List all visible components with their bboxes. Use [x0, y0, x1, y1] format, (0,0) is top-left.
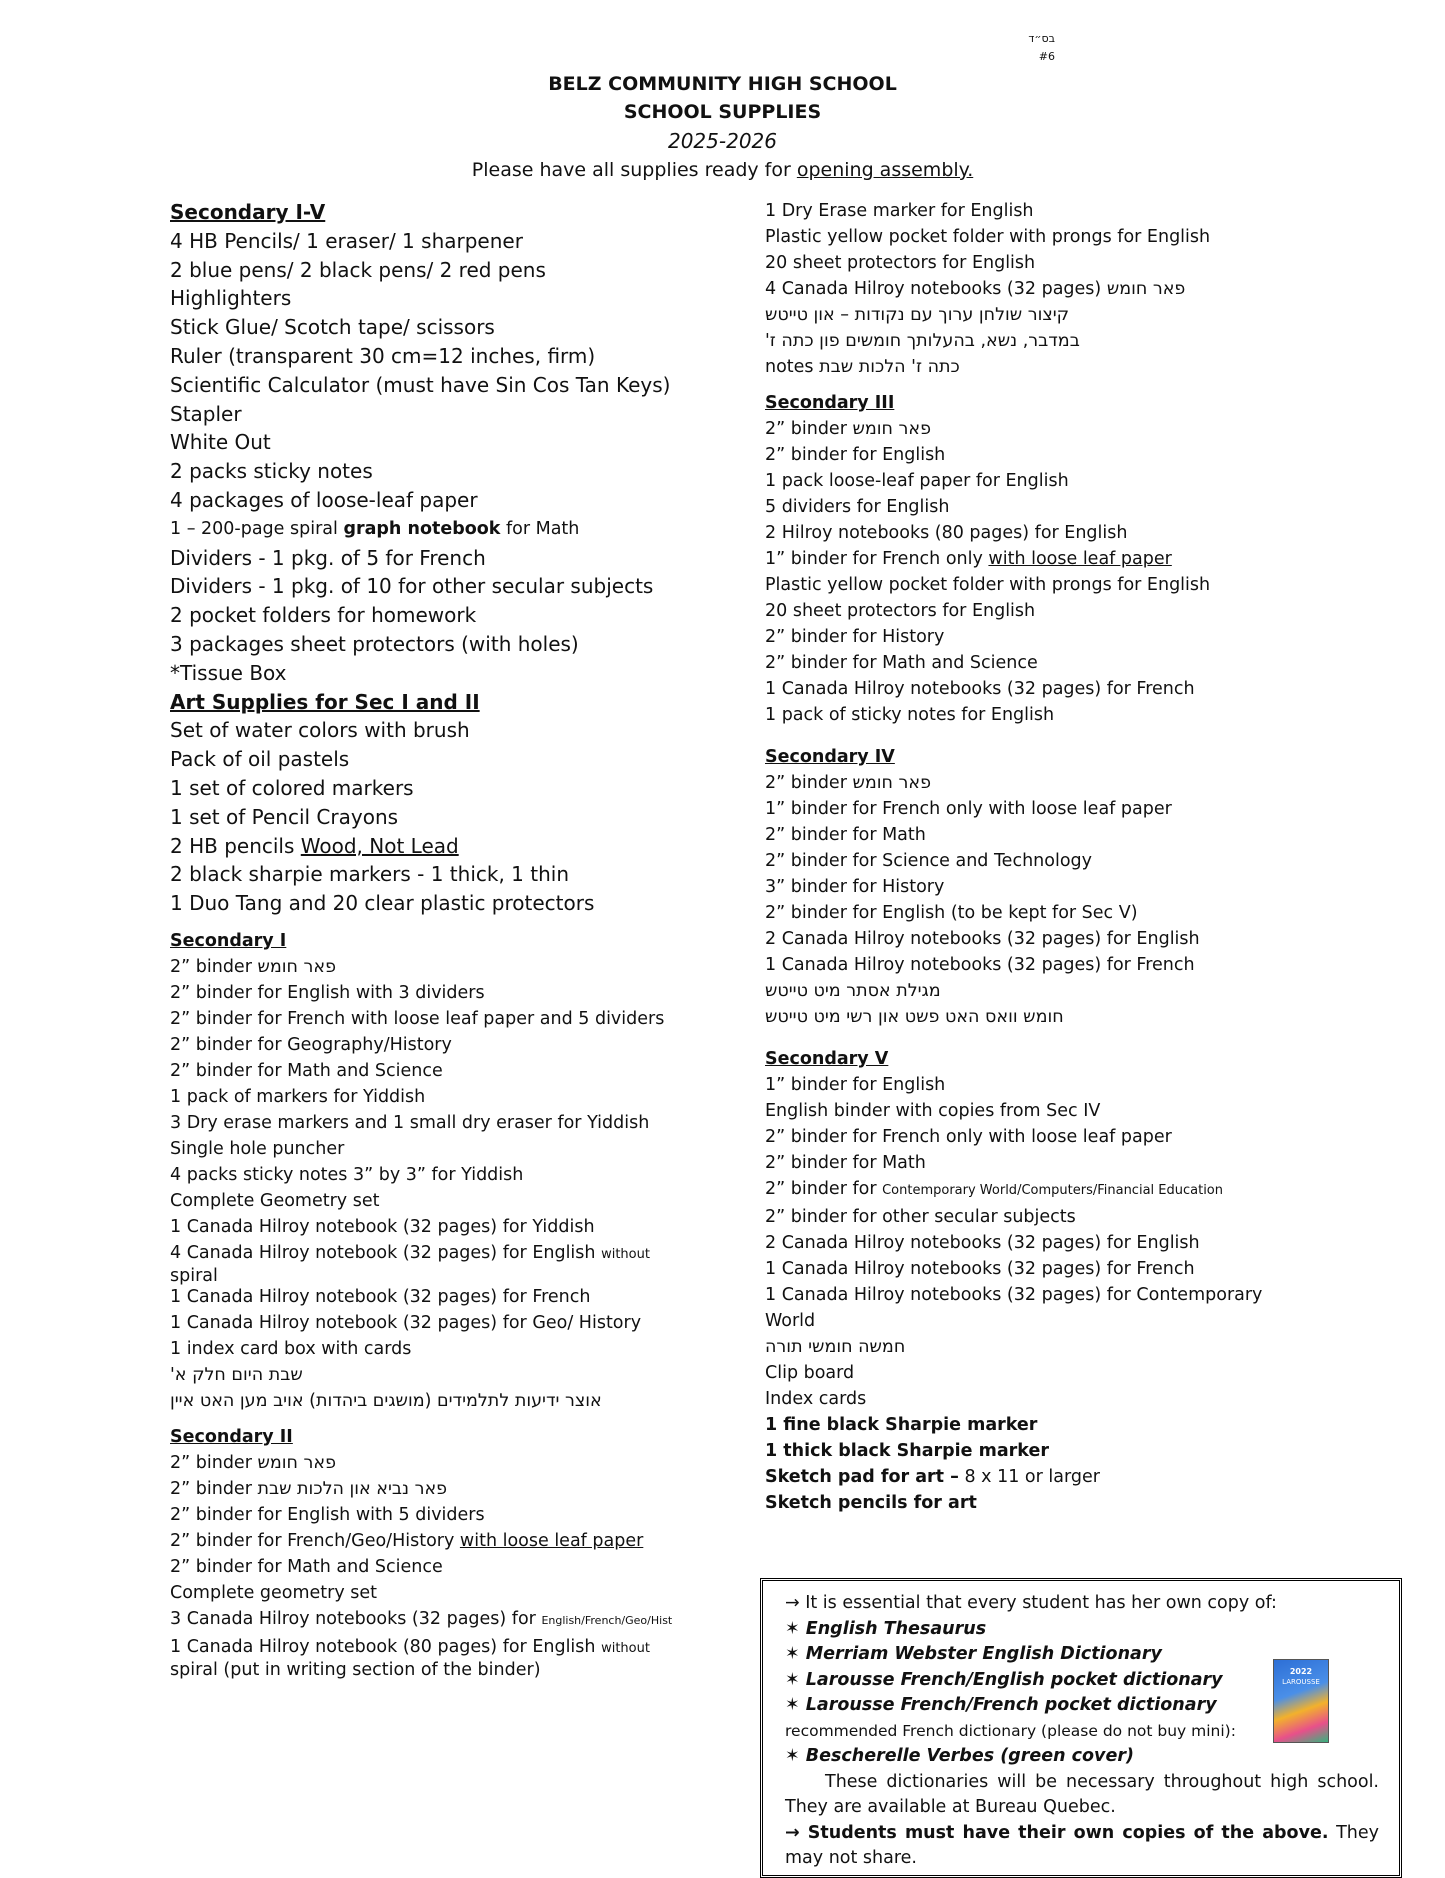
- hebrew-mark: בס״ד: [1028, 32, 1055, 45]
- list-item: 5 dividers for English: [765, 497, 950, 517]
- list-item: [170, 1634, 750, 1662]
- list-item: 1 Canada Hilroy notebooks (32 pages) for French: [765, 955, 1195, 975]
- text: 1” binder for French only: [765, 549, 989, 569]
- note-prefix: Please have all supplies ready for: [471, 159, 797, 181]
- list-item: Dividers - 1 pkg. of 10 for other secular subjects: [170, 574, 654, 599]
- dictionary-item: ✶ Larousse French/English pocket dictionary: [785, 1669, 1223, 1690]
- list-item: 1 pack of sticky notes for English: [765, 705, 1055, 725]
- list-item-cont: World: [765, 1311, 816, 1331]
- note-underlined: opening assembly.: [796, 159, 974, 181]
- text: 1 – 200-page spiral: [170, 518, 344, 539]
- list-item: Scientific Calculator (must have Sin Cos Tan Keys): [170, 372, 671, 397]
- list-item: 2” binder for French with loose leaf paper and 5 dividers: [170, 1008, 665, 1029]
- text-small: without: [601, 1640, 650, 1656]
- header-note: [0, 156, 1445, 184]
- larousse-book-image: [1273, 1659, 1329, 1743]
- list-item: Highlighters: [170, 286, 292, 311]
- list-item: Clip board: [765, 1363, 855, 1383]
- section-heading: Secondary I: [170, 930, 287, 951]
- text-small: Contemporary World/Computers/Financial Education: [882, 1183, 1224, 1198]
- list-item: 20 sheet protectors for English: [765, 601, 1036, 621]
- list-item: 1 pack loose-leaf paper for English: [765, 471, 1069, 491]
- list-item-hebrew: חמשה חומשי תורה: [765, 1337, 906, 1357]
- text: 4 Canada Hilroy notebook (32 pages) for English: [170, 1242, 602, 1263]
- notice-paragraph: These dictionaries will be necessary throughout high school. They are available at Bureau Quebec.: [785, 1771, 1379, 1817]
- list-item: 1 Canada Hilroy notebook (32 pages) for Geo/ History: [170, 1312, 642, 1333]
- section-sec-ii: [170, 1424, 750, 1678]
- list-item: 1” binder for English: [765, 1075, 946, 1095]
- section-sec-v: [765, 1046, 1425, 1516]
- list-item: 2” binder for History: [765, 627, 945, 647]
- text-underlined: with loose leaf paper: [988, 549, 1172, 569]
- list-item: Dividers - 1 pkg. of 5 for French: [170, 545, 486, 570]
- list-item: 4 HB Pencils/ 1 eraser/ 1 sharpener: [170, 228, 523, 253]
- section-sec-i-v: [170, 198, 750, 688]
- list-item: 2” binder for Math and Science: [170, 1556, 443, 1577]
- section-heading: Secondary IV: [765, 747, 895, 767]
- list-item: 1 pack of markers for Yiddish: [170, 1086, 426, 1107]
- list-item: 2” binder for English (to be kept for Sec V): [765, 903, 1138, 923]
- section-heading: Secondary I-V: [170, 200, 326, 224]
- list-item: 2” binder for French only with loose leaf paper: [765, 1127, 1172, 1147]
- list-item-hebrew: אוצר ידיעות לתלמידים (מושגים ביהדות) אויב מען האט איין: [170, 1390, 602, 1411]
- text: for Math: [500, 518, 580, 539]
- page-number: #6: [1038, 50, 1055, 63]
- list-item: 2” binder for English with 5 dividers: [170, 1504, 485, 1525]
- text: 1 Canada Hilroy notebook (80 pages) for English: [170, 1636, 602, 1657]
- list-item: 2” binder פאר חומש: [765, 773, 932, 793]
- list-item-hebrew: שבת היום חלק א': [170, 1364, 303, 1385]
- list-item: [765, 1464, 1425, 1490]
- list-item: [170, 1606, 750, 1634]
- section-art: [170, 688, 750, 918]
- list-item: [170, 832, 750, 861]
- list-item: [765, 1176, 1425, 1204]
- list-item: 4 packages of loose-leaf paper: [170, 487, 478, 512]
- list-item: 2” binder for Math and Science: [765, 653, 1038, 673]
- list-item: 1” binder for French only with loose leaf paper: [765, 799, 1172, 819]
- list-item: Single hole puncher: [170, 1138, 345, 1159]
- list-item: 1 set of Pencil Crayons: [170, 804, 399, 829]
- list-item: White Out: [170, 430, 271, 455]
- recommendation-note: recommended French dictionary (please do not buy mini):: [785, 1721, 1236, 1740]
- list-item: 3 packages sheet protectors (with holes): [170, 631, 579, 656]
- section-sec-ii-cont: [765, 198, 1425, 380]
- dictionary-item: ✶ Merriam Webster English Dictionary: [785, 1644, 1162, 1664]
- list-item: Index cards: [765, 1389, 867, 1409]
- book-brand: LAROUSSE: [1282, 1678, 1320, 1686]
- text: 2 HB pencils: [170, 833, 301, 858]
- list-item: 2 pocket folders for homework: [170, 603, 477, 628]
- dictionary-item: ✶ English Thesaurus: [785, 1618, 987, 1639]
- list-item: 1 Canada Hilroy notebooks (32 pages) for Contemporary: [765, 1285, 1263, 1305]
- list-item-hebrew: במדבר, נשא, בהעלותך חומשים פון כתה ז': [765, 331, 1080, 351]
- text-bold: graph notebook: [343, 518, 501, 539]
- list-item: 1 index card box with cards: [170, 1338, 412, 1359]
- list-item: Plastic yellow pocket folder with prongs for English: [765, 227, 1211, 247]
- list-item: 2” binder for English with 3 dividers: [170, 982, 485, 1003]
- list-item: 20 sheet protectors for English: [765, 253, 1036, 273]
- list-item-bold: Sketch pencils for art: [765, 1493, 977, 1513]
- list-item: Ruler (transparent 30 cm=12 inches, firm): [170, 343, 596, 368]
- list-item: 2 blue pens/ 2 black pens/ 2 red pens: [170, 257, 546, 282]
- list-item: Complete geometry set: [170, 1582, 378, 1603]
- list-item: Complete Geometry set: [170, 1190, 380, 1211]
- school-year: 2025-2026: [667, 129, 777, 153]
- list-item: Stapler: [170, 401, 242, 426]
- list-item: 4 Canada Hilroy notebooks (32 pages) פאר חומש: [765, 279, 1186, 299]
- notice-warning: [785, 1821, 1379, 1872]
- list-item: [170, 1240, 750, 1268]
- list-item: 2 packs sticky notes: [170, 459, 373, 484]
- list-item-hebrew: מגילת אסתר מיט טייטש: [765, 981, 941, 1001]
- section-sec-iv: [765, 744, 1425, 1030]
- list-item: Pack of oil pastels: [170, 747, 350, 772]
- section-sec-i: [170, 928, 750, 1414]
- list-item: 2 Canada Hilroy notebooks (32 pages) for English: [765, 1233, 1200, 1253]
- list-item: 2 Canada Hilroy notebooks (32 pages) for English: [765, 929, 1200, 949]
- header: [0, 70, 1445, 184]
- section-heading: Secondary V: [765, 1049, 889, 1069]
- list-item: 4 packs sticky notes 3” by 3” for Yiddish: [170, 1164, 524, 1185]
- page-title: SCHOOL SUPPLIES: [623, 101, 822, 123]
- dictionary-item: ✶ Larousse French/French pocket dictionary: [785, 1695, 1217, 1715]
- text: 2” binder for: [765, 1179, 883, 1199]
- right-column: [765, 198, 1425, 1516]
- list-item-hebrew: חומש וואס האט פשט און רשי מיט טייטש: [765, 1007, 1064, 1027]
- left-column: [170, 198, 750, 1678]
- text-bold: Sketch pad for art –: [765, 1467, 959, 1487]
- list-item: 1 Dry Erase marker for English: [765, 201, 1034, 221]
- list-item: 3” binder for History: [765, 877, 945, 897]
- list-item: 2” binder for Math: [765, 1153, 926, 1173]
- list-item: [170, 515, 750, 544]
- text-small: without: [601, 1246, 650, 1262]
- text: They may not share.: [785, 1822, 1379, 1868]
- text-small: English/French/Geo/Hist: [541, 1613, 673, 1627]
- section-heading: Secondary II: [170, 1426, 293, 1447]
- text-bold: → Students must have their own copies of the above.: [785, 1822, 1329, 1843]
- school-name: BELZ COMMUNITY HIGH SCHOOL: [548, 73, 897, 95]
- list-item-hebrew: קיצור שולחן ערוך עם נקודות – און טייטש: [765, 305, 1070, 325]
- list-item: 2” binder for Science and Technology: [765, 851, 1092, 871]
- list-item-bold: 1 fine black Sharpie marker: [765, 1415, 1038, 1435]
- text: 8 x 11 or larger: [958, 1467, 1100, 1487]
- list-item: 2 Hilroy notebooks (80 pages) for English: [765, 523, 1128, 543]
- dictionary-notice-box: [760, 1578, 1402, 1878]
- book-year: 2022: [1289, 1667, 1313, 1676]
- section-heading: Secondary III: [765, 393, 895, 413]
- list-item: 1 set of colored markers: [170, 775, 414, 800]
- text: 2” binder for French/Geo/History: [170, 1530, 460, 1551]
- list-item: 2 black sharpie markers - 1 thick, 1 thin: [170, 862, 570, 887]
- list-item: 1 Canada Hilroy notebook (32 pages) for French: [170, 1286, 591, 1307]
- list-item: 2” binder פאר חומש: [170, 1452, 337, 1473]
- list-item: 2” binder פאר חומש: [765, 419, 932, 439]
- list-item: 1 Duo Tang and 20 clear plastic protectors: [170, 891, 595, 916]
- list-item: [765, 546, 1425, 572]
- dictionary-item: ✶ Bescherelle Verbes (green cover): [785, 1746, 1134, 1766]
- list-item: 2” binder for Math and Science: [170, 1060, 443, 1081]
- corner-marks: [1028, 30, 1055, 66]
- list-item-bold: 1 thick black Sharpie marker: [765, 1441, 1049, 1461]
- list-item: 1 Canada Hilroy notebook (32 pages) for Yiddish: [170, 1216, 595, 1237]
- list-item-hebrew: כתה ז' הלכות שבת notes: [765, 357, 960, 377]
- list-item: 2” binder for Geography/History: [170, 1034, 452, 1055]
- list-item-cont: spiral (put in writing section of the binder): [170, 1659, 541, 1680]
- list-item: 2” binder for Math: [765, 825, 926, 845]
- notice-intro: → It is essential that every student has her own copy of:: [785, 1593, 1277, 1613]
- section-sec-iii: [765, 390, 1425, 728]
- list-item: Stick Glue/ Scotch tape/ scissors: [170, 315, 495, 340]
- text-underlined: with loose leaf paper: [459, 1530, 644, 1551]
- list-item-cont: spiral: [170, 1265, 218, 1286]
- list-item: 2” binder for other secular subjects: [765, 1207, 1076, 1227]
- list-item: *Tissue Box: [170, 660, 287, 685]
- list-item: English binder with copies from Sec IV: [765, 1101, 1101, 1121]
- list-item: Set of water colors with brush: [170, 718, 470, 743]
- list-item: [170, 1528, 750, 1554]
- list-item: 1 Canada Hilroy notebooks (32 pages) for French: [765, 679, 1195, 699]
- text: 3 Canada Hilroy notebooks (32 pages) for: [170, 1608, 542, 1629]
- list-item: 2” binder פאר נביא און הלכות שבת: [170, 1478, 448, 1499]
- list-item: 1 Canada Hilroy notebooks (32 pages) for French: [765, 1259, 1195, 1279]
- list-item: Plastic yellow pocket folder with prongs for English: [765, 575, 1211, 595]
- section-heading: Art Supplies for Sec I and II: [170, 689, 480, 714]
- text-underlined: Wood, Not Lead: [300, 833, 459, 858]
- list-item: 3 Dry erase markers and 1 small dry eraser for Yiddish: [170, 1112, 650, 1133]
- list-item: 2” binder for English: [765, 445, 946, 465]
- list-item: 2” binder פאר חומש: [170, 956, 337, 977]
